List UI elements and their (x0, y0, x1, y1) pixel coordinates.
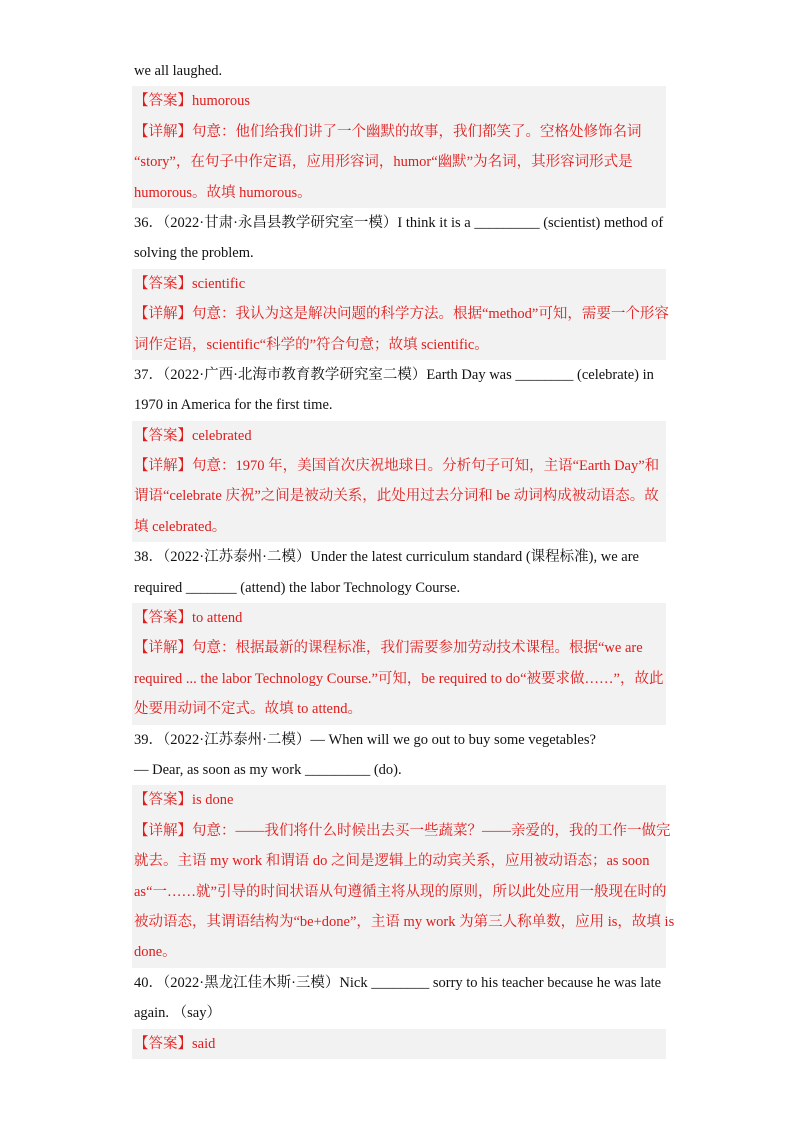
explanation-line: required ... the labor Technology Course.”可知，be required to do“被要求做……”，故此 (134, 670, 664, 687)
explanation-line: 【详解】句意：——我们将什么时候出去买一些蔬菜？——亲爱的，我的工作一做完 (134, 822, 671, 839)
question-continuation (134, 56, 666, 86)
answer-block (132, 1029, 666, 1059)
question-38 (134, 542, 666, 603)
question-text-line: 37．（2022·广西·北海市教育教学研究室二模）Earth Day was ________ (celebrate) in (134, 366, 654, 383)
question-39 (134, 725, 666, 786)
explanation-line: 处要用动词不定式。故填 to attend。 (134, 701, 362, 718)
answer-line: 【答案】humorous (134, 93, 250, 110)
answer-line: 【答案】said (134, 1035, 216, 1052)
answer-line: 【答案】celebrated (134, 427, 252, 444)
explanation-line: as“一……就”引导的时间状语从句遵循主将从现的原则，所以此处应用一般现在时的 (134, 883, 667, 900)
answer-block (132, 421, 666, 543)
question-36 (134, 208, 666, 269)
explanation-line: 【详解】句意：1970 年，美国首次庆祝地球日。分析句子可知，主语“Earth Day”和 (134, 458, 660, 475)
question-text-line: — Dear, as soon as my work _________ (do). (134, 761, 402, 778)
explanation-line: 谓语“celebrate 庆祝”之间是被动关系，此处用过去分词和 be 动词构成被动语态。故 (134, 488, 659, 505)
answer-block (132, 269, 669, 360)
answer-line: 【答案】is done (134, 792, 234, 809)
question-text-line: 40．（2022·黑龙江佳木斯·三模）Nick ________ sorry to his teacher because he was late (134, 974, 662, 991)
answer-block (132, 785, 675, 967)
explanation-line: done。 (134, 944, 177, 961)
question-text-line: required _______ (attend) the labor Technology Course. (134, 579, 461, 596)
question-text-line: 36．（2022·甘肃·永昌县教学研究室一模）I think it is a _________ (scientist) method of (134, 214, 664, 231)
document-page (134, 56, 675, 1059)
question-40 (134, 968, 666, 1029)
question-37 (134, 360, 666, 421)
question-text-line: 38．（2022·江苏泰州·二模）Under the latest curriculum standard (课程标准), we are (134, 549, 639, 566)
question-text-line: we all laughed. (134, 63, 223, 79)
answer-block (132, 86, 666, 208)
explanation-line: 词作定语，scientific“科学的”符合句意；故填 scientific。 (134, 336, 489, 353)
question-text-line: solving the problem. (134, 245, 254, 262)
explanation-line: humorous。故填 humorous。 (134, 184, 312, 201)
question-text-line: again. （say） (134, 1005, 221, 1022)
explanation-line: 就去。主语 my work 和谓语 do 之间是逻辑上的动宾关系，应用被动语态；as soon (134, 853, 650, 870)
question-text-line: 39．（2022·江苏泰州·二模）— When will we go out to buy some vegetables? (134, 731, 596, 748)
answer-block (132, 603, 666, 725)
explanation-line: 填 celebrated。 (134, 518, 227, 535)
answer-line: 【答案】scientific (134, 275, 246, 292)
explanation-line: “story”，在句子中作定语，应用形容词，humor“幽默”为名词，其形容词形式是 (134, 154, 633, 171)
explanation-line: 【详解】句意：他们给我们讲了一个幽默的故事，我们都笑了。空格处修饰名词 (134, 123, 642, 140)
answer-line: 【答案】to attend (134, 610, 243, 627)
explanation-line: 【详解】句意：根据最新的课程标准，我们需要参加劳动技术课程。根据“we are (134, 640, 643, 657)
explanation-line: 被动语态，其谓语结构为“be+done”，主语 my work 为第三人称单数，应用 is，故填 is (134, 913, 675, 930)
question-text-line: 1970 in America for the first time. (134, 397, 333, 414)
explanation-line: 【详解】句意：我认为这是解决问题的科学方法。根据“method”可知，需要一个形容 (134, 306, 669, 323)
